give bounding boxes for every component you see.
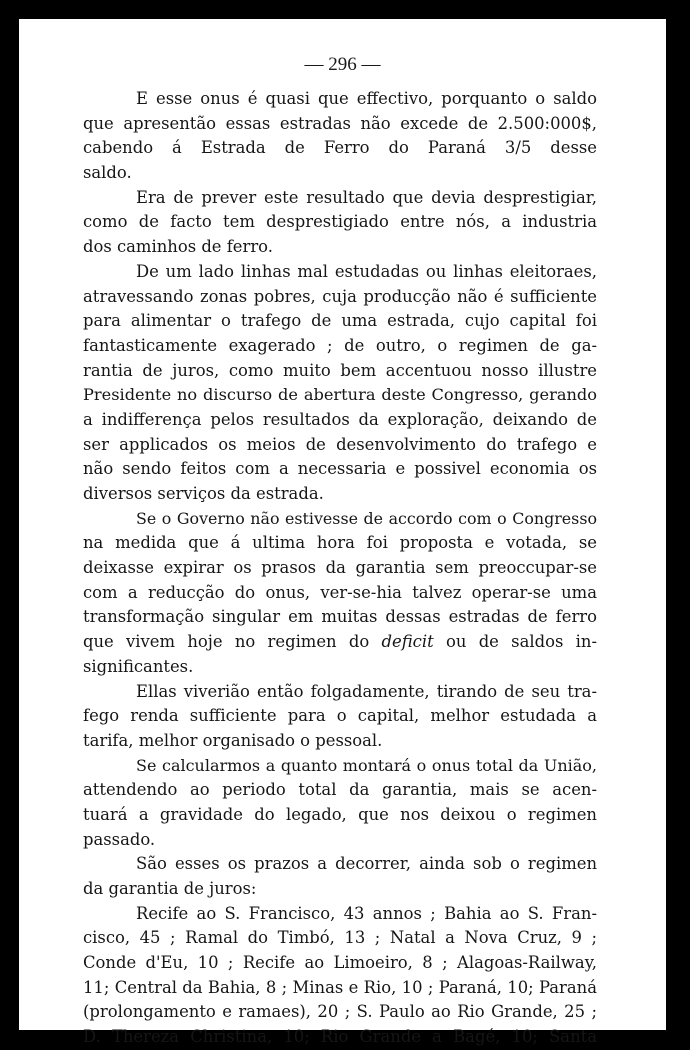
text-line: transformação singular em muitas dessas estradas de ferro bbox=[83, 607, 597, 627]
text-line: cabendo á Estrada de Ferro do Paraná 3/5 desse bbox=[83, 138, 597, 158]
text-line: Era de prever este resultado que devia desprestigiar, bbox=[136, 187, 597, 207]
text-line: como de facto tem desprestigiado entre nós, a industria bbox=[83, 212, 597, 232]
text-line: Presidente no discurso de abertura deste Congresso, gerando bbox=[83, 385, 597, 405]
text-line: São esses os prazos a decorrer, ainda sob o regimen bbox=[136, 854, 597, 874]
text-segment: que vivem hoje no regimen do bbox=[83, 632, 382, 652]
text-line: tuará a gravidade do legado, que nos deixou o regimen bbox=[83, 804, 597, 824]
text-line: ser applicados os meios de desenvolvimento do trafego e bbox=[83, 434, 597, 454]
text-line: rantia de juros, como muito bem accentuou nosso illustre bbox=[83, 360, 597, 380]
text-line: deixasse expirar os prasos da garantia sem preoccupar-se bbox=[83, 558, 597, 578]
text-line: dos caminhos de ferro. bbox=[83, 237, 273, 257]
text-line: atravessando zonas pobres, cuja producção não é sufficiente bbox=[83, 286, 597, 306]
body-text bbox=[83, 87, 597, 1050]
text-line: fantasticamente exagerado ; de outro, o regimen de ga- bbox=[83, 335, 597, 355]
text-line: diversos serviços da estrada. bbox=[83, 484, 324, 503]
text-line: significantes. bbox=[83, 656, 194, 676]
text-line: Se calcularmos a quanto montará o onus total da União, bbox=[136, 755, 597, 775]
italic-term: deficit bbox=[381, 632, 434, 652]
book-page bbox=[19, 19, 666, 1047]
text-line: que apresentão essas estradas não excede de 2.500:000$, bbox=[83, 113, 597, 133]
text-line: com a reducção do onus, ver-se-hia talvez operar-se uma bbox=[83, 582, 597, 602]
text-line: Se o Governo não estivesse de accordo com o Congresso bbox=[136, 508, 597, 528]
text-line: fego renda sufficiente para o capital, melhor estudada a bbox=[83, 706, 597, 726]
text-line: De um lado linhas mal estudadas ou linhas eleitoraes, bbox=[136, 261, 597, 281]
text-segment: ou de saldos in- bbox=[433, 632, 597, 652]
text-line: tarifa, melhor organisado o pessoal. bbox=[83, 730, 383, 750]
text-line: Recife ao S. Francisco, 43 annos ; Bahia ao S. Fran- bbox=[136, 903, 597, 923]
text-line: cisco, 45 ; Ramal do Timbó, 13 ; Natal a Nova Cruz, 9 ; bbox=[83, 928, 597, 948]
text-line: da garantia de juros: bbox=[83, 879, 257, 898]
text-line: passado. bbox=[83, 829, 156, 849]
text-line: na medida que á ultima hora foi proposta e votada, se bbox=[83, 533, 597, 553]
page-number: — 296 — bbox=[304, 54, 381, 75]
text-line: attendendo ao periodo total da garantia, mais se acen- bbox=[83, 780, 597, 800]
text-line: E esse onus é quasi que effectivo, porquanto o saldo bbox=[136, 89, 597, 108]
text-line: 11; Central da Bahia, 8 ; Minas e Rio, 10 ; Paraná, 10; Paraná bbox=[83, 977, 597, 997]
text-line: (prolongamento e ramaes), 20 ; S. Paulo ao Rio Grande, 25 ; bbox=[83, 1002, 597, 1022]
text-line: saldo. bbox=[83, 163, 132, 183]
text-line: Conde d'Eu, 10 ; Recife ao Limoeiro, 8 ; Alagoas-Railway, bbox=[83, 953, 597, 973]
text-line: a indifferença pelos resultados da exploração, deixando de bbox=[83, 409, 597, 429]
text-line: para alimentar o trafego de uma estrada, cujo capital foi bbox=[83, 311, 597, 331]
text-line: Ellas viverião então folgadamente, tirando de seu tra- bbox=[136, 681, 597, 701]
text-line: não sendo feitos com a necessaria e possivel economia os bbox=[83, 459, 597, 479]
text-line: D. Thereza Christina, 10; Rio Grande a Bagé, 10; Santa bbox=[83, 1027, 597, 1047]
text-line bbox=[83, 630, 597, 655]
